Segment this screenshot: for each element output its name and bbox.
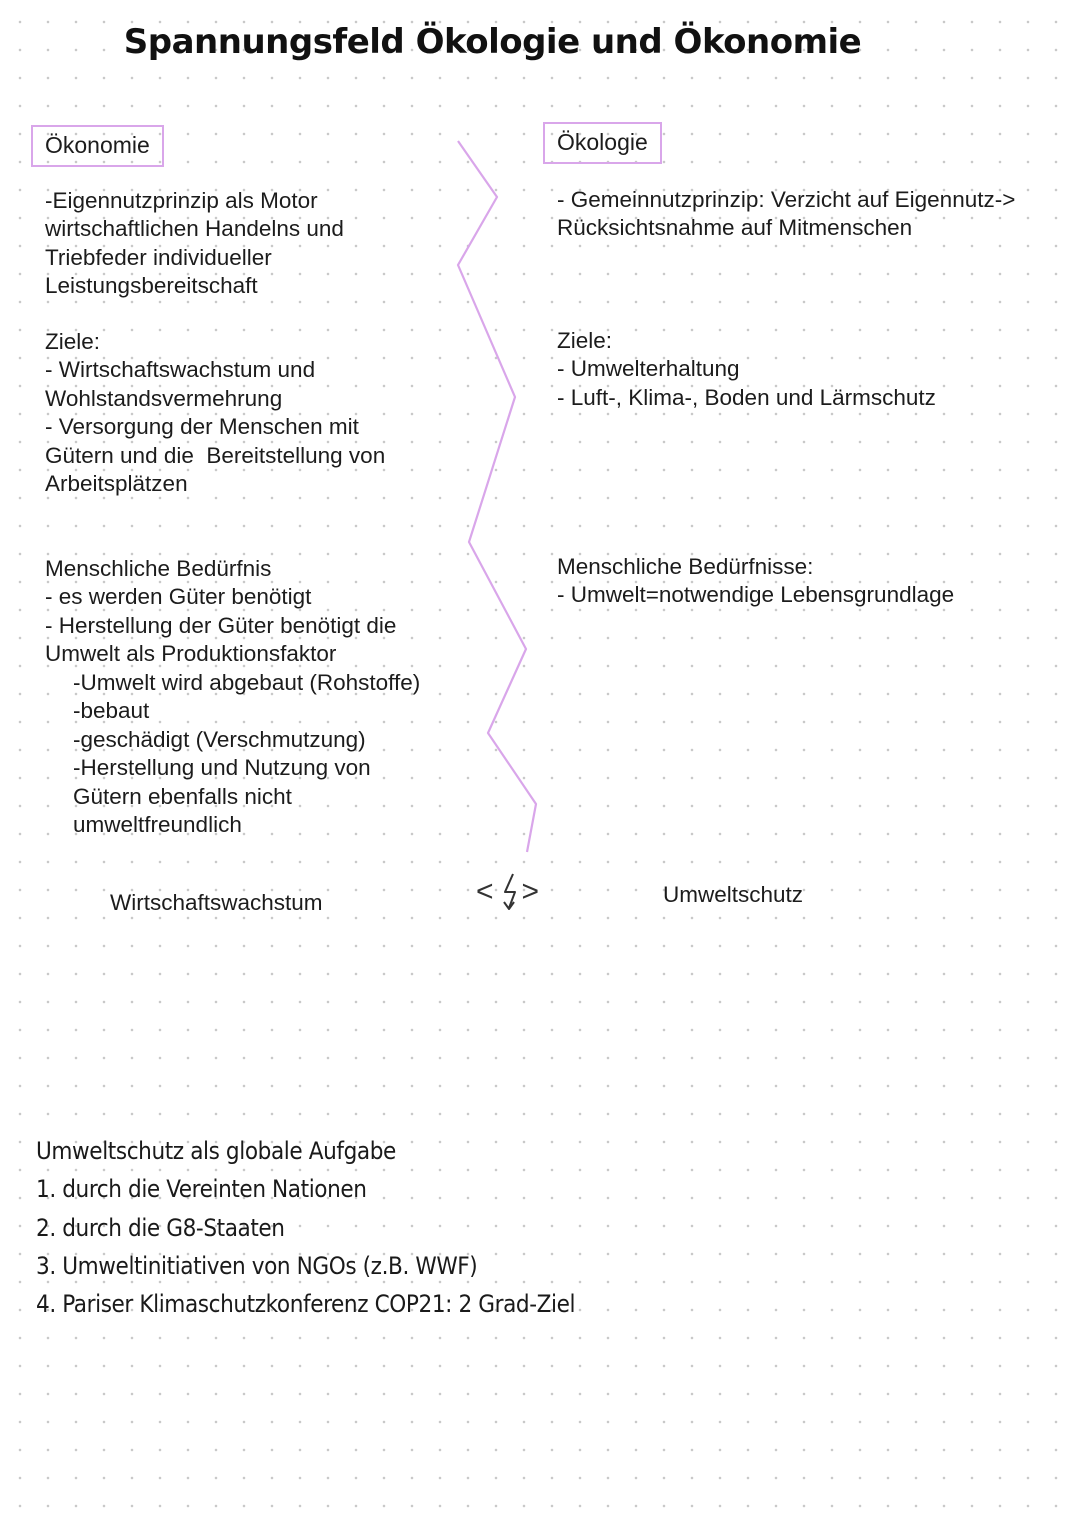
- ecology-goals: Ziele: - Umwelterhaltung - Luft-, Klima-, Boden und Lärmschutz: [557, 328, 936, 410]
- ecology-summary: Umweltschutz: [663, 882, 804, 907]
- global-task-item: 1. durch die Vereinten Nationen: [36, 1175, 367, 1204]
- global-task-heading: Umweltschutz als globale Aufgabe: [36, 1137, 396, 1165]
- economy-principle: -Eigennutzprinzip als Motor wirtschaftlichen Handelns und Triebfeder individueller Leistungsbereitschaft: [45, 188, 344, 299]
- ecology-heading: Ökologie: [543, 122, 662, 164]
- ecology-needs: Menschliche Bedürfnisse: - Umwelt=notwendige Lebensgrundlage: [557, 554, 955, 608]
- page-title: Spannungsfeld Ökologie und Ökonomie: [123, 22, 862, 62]
- global-task-section: [36, 1132, 575, 1323]
- economy-needs: Menschliche Bedürfnis - es werden Güter benötigt - Herstellung der Güter benötigt die Umwelt als Produktionsfaktor: [45, 556, 397, 667]
- global-task-item: 4. Pariser Klimaschutzkonferenz COP21: 2 Grad-Ziel: [36, 1290, 576, 1319]
- greater-than-sign: >: [521, 875, 546, 908]
- global-task-item: 2. durch die G8-Staaten: [36, 1213, 285, 1242]
- economy-goals: Ziele: - Wirtschaftswachstum und Wohlstandsvermehrung - Versorgung der Menschen mit Gütern und die Bereitstellung von Arbeitsplätzen: [45, 329, 386, 497]
- conflict-symbol: [476, 872, 576, 912]
- economy-summary: Wirtschaftswachstum: [110, 890, 323, 915]
- lightning-icon: [500, 872, 522, 912]
- economy-heading: Ökonomie: [31, 125, 164, 167]
- less-than-sign: <: [476, 875, 500, 908]
- global-task-item: 3. Umweltinitiativen von NGOs (z.B. WWF): [36, 1251, 478, 1280]
- economy-needs-sub: -Umwelt wird abgebaut (Rohstoffe) -bebaut -geschädigt (Verschmutzung) -Herstellung und Nutzung von Gütern ebenfalls nicht umweltfreundlich: [73, 670, 421, 838]
- ecology-principle: - Gemeinnutzprinzip: Verzicht auf Eigennutz-> Rücksichtsnahme auf Mitmenschen: [557, 187, 1016, 241]
